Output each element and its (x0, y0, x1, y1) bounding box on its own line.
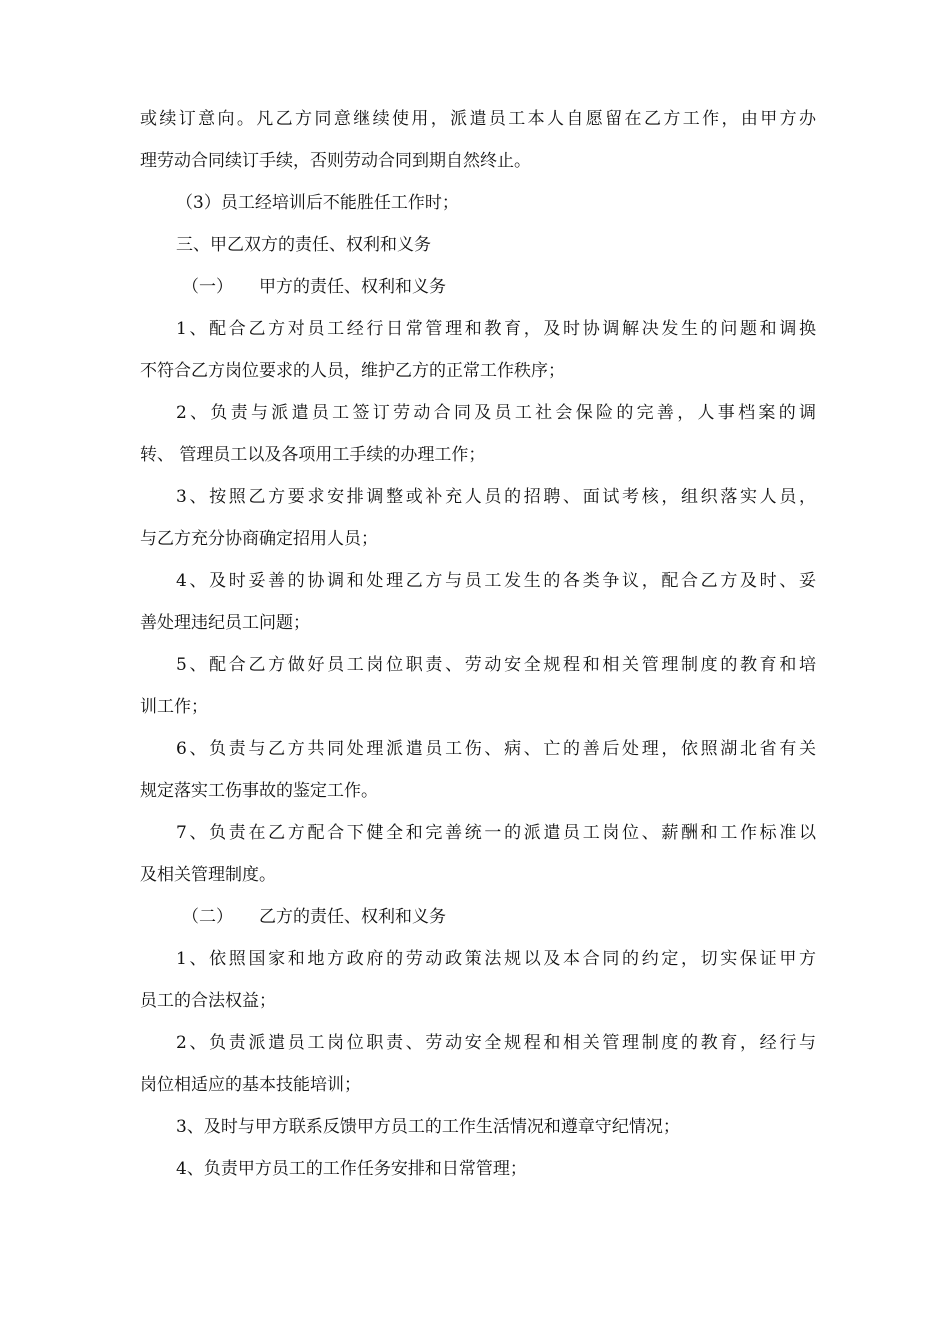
list-item-line: 不符合乙方岗位要求的人员，维护乙方的正常工作秩序； (140, 361, 565, 381)
list-item-line: 训工作； (140, 697, 208, 717)
list-item-line: 及相关管理制度。 (140, 865, 276, 885)
subsection-title: 乙方的责任、权利和义务 (259, 907, 446, 927)
list-item-line: 员工的合法权益； (140, 991, 276, 1011)
list-item-line: 与乙方充分协商确定招用人员； (140, 529, 378, 549)
list-item-line: 4、及时妥善的协调和处理乙方与员工发生的各类争议，配合乙方及时、妥 (176, 571, 816, 591)
subsection-title: 甲方的责任、权利和义务 (259, 277, 446, 297)
section-heading: 三、甲乙双方的责任、权利和义务 (176, 235, 431, 255)
clause-item-3: （3）员工经培训后不能胜任工作时； (176, 193, 459, 213)
list-item-line: 善处理违纪员工问题； (140, 613, 310, 633)
paragraph-line: 或续订意向。凡乙方同意继续使用，派遣员工本人自愿留在乙方工作，由甲方办 (140, 109, 816, 129)
list-item-line: 岗位相适应的基本技能培训； (140, 1075, 361, 1095)
list-item-line: 1、配合乙方对员工经行日常管理和教育，及时协调解决发生的问题和调换 (176, 319, 816, 339)
list-item-line: 7、负责在乙方配合下健全和完善统一的派遣员工岗位、薪酬和工作标准以 (176, 823, 816, 843)
list-item-line: 规定落实工伤事故的鉴定工作。 (140, 781, 378, 801)
subsection-heading-two (140, 896, 816, 938)
document-body (140, 98, 816, 1190)
subsection-label: （一） (182, 277, 233, 297)
list-item-line: 1、依照国家和地方政府的劳动政策法规以及本合同的约定，切实保证甲方 (176, 949, 816, 969)
list-item-line: 3、及时与甲方联系反馈甲方员工的工作生活情况和遵章守纪情况； (176, 1117, 680, 1137)
list-item-line: 转、 管理员工以及各项用工手续的办理工作； (140, 445, 486, 465)
list-item-line: 3、按照乙方要求安排调整或补充人员的招聘、面试考核，组织落实人员， (176, 487, 816, 507)
list-item-line: 5、配合乙方做好员工岗位职责、劳动安全规程和相关管理制度的教育和培 (176, 655, 816, 675)
subsection-label: （二） (182, 907, 233, 927)
list-item-line: 2、负责与派遣员工签订劳动合同及员工社会保险的完善，人事档案的调 (176, 403, 816, 423)
subsection-heading-one (140, 266, 816, 308)
list-item-line: 4、负责甲方员工的工作任务安排和日常管理； (176, 1159, 527, 1179)
list-item-line: 2、负责派遣员工岗位职责、劳动安全规程和相关管理制度的教育，经行与 (176, 1033, 816, 1053)
paragraph-line: 理劳动合同续订手续，否则劳动合同到期自然终止。 (140, 151, 531, 171)
list-item-line: 6、负责与乙方共同处理派遣员工伤、病、亡的善后处理，依照湖北省有关 (176, 739, 816, 759)
